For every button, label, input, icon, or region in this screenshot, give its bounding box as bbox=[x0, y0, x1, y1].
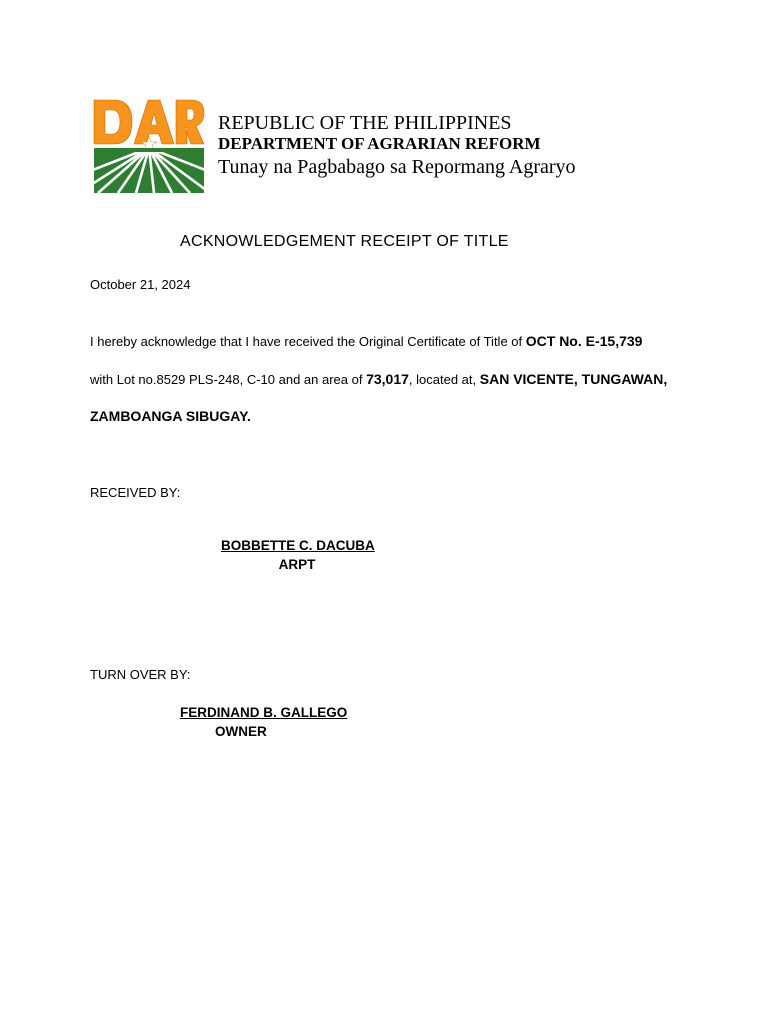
body-text-segment: I hereby acknowledge that I have received the Original Certificate of Title of bbox=[90, 334, 526, 349]
turn-over-by-label: TURN OVER BY: bbox=[90, 667, 191, 682]
body-line-3 bbox=[90, 408, 690, 424]
tagline: Tunay na Pagbabago sa Repormang Agraryo bbox=[218, 156, 576, 178]
body-line-1 bbox=[90, 333, 690, 349]
letterhead bbox=[218, 112, 576, 180]
location-line-1: SAN VICENTE, TUNGAWAN, bbox=[479, 371, 668, 387]
body-text-segment: with Lot no.8529 PLS-248, C-10 and an area of bbox=[90, 372, 367, 387]
owner-name: FERDINAND B. GALLEGO bbox=[180, 705, 348, 720]
owner-signature-block bbox=[180, 703, 348, 741]
body-line-2 bbox=[90, 371, 690, 387]
receiver-title: ARPT bbox=[278, 557, 316, 572]
republic-heading: REPUBLIC OF THE PHILIPPINES bbox=[218, 112, 512, 134]
received-by-label: RECEIVED BY: bbox=[90, 485, 181, 500]
document-title: ACKNOWLEDGEMENT RECEIPT OF TITLE bbox=[180, 233, 509, 250]
receiver-name: BOBBETTE C. DACUBA bbox=[221, 538, 375, 553]
receiver-signature-block bbox=[221, 536, 375, 574]
lot-area: 73,017 bbox=[366, 371, 409, 387]
document-date: October 21, 2024 bbox=[90, 277, 191, 292]
department-heading: DEPARTMENT OF AGRARIAN REFORM bbox=[218, 134, 541, 153]
location-line-2: ZAMBOANGA SIBUGAY. bbox=[90, 408, 251, 424]
oct-number: OCT No. E-15,739 bbox=[525, 333, 643, 349]
dar-logo bbox=[92, 98, 206, 194]
owner-title: OWNER bbox=[215, 724, 267, 739]
body-text-segment: , located at, bbox=[408, 372, 480, 387]
